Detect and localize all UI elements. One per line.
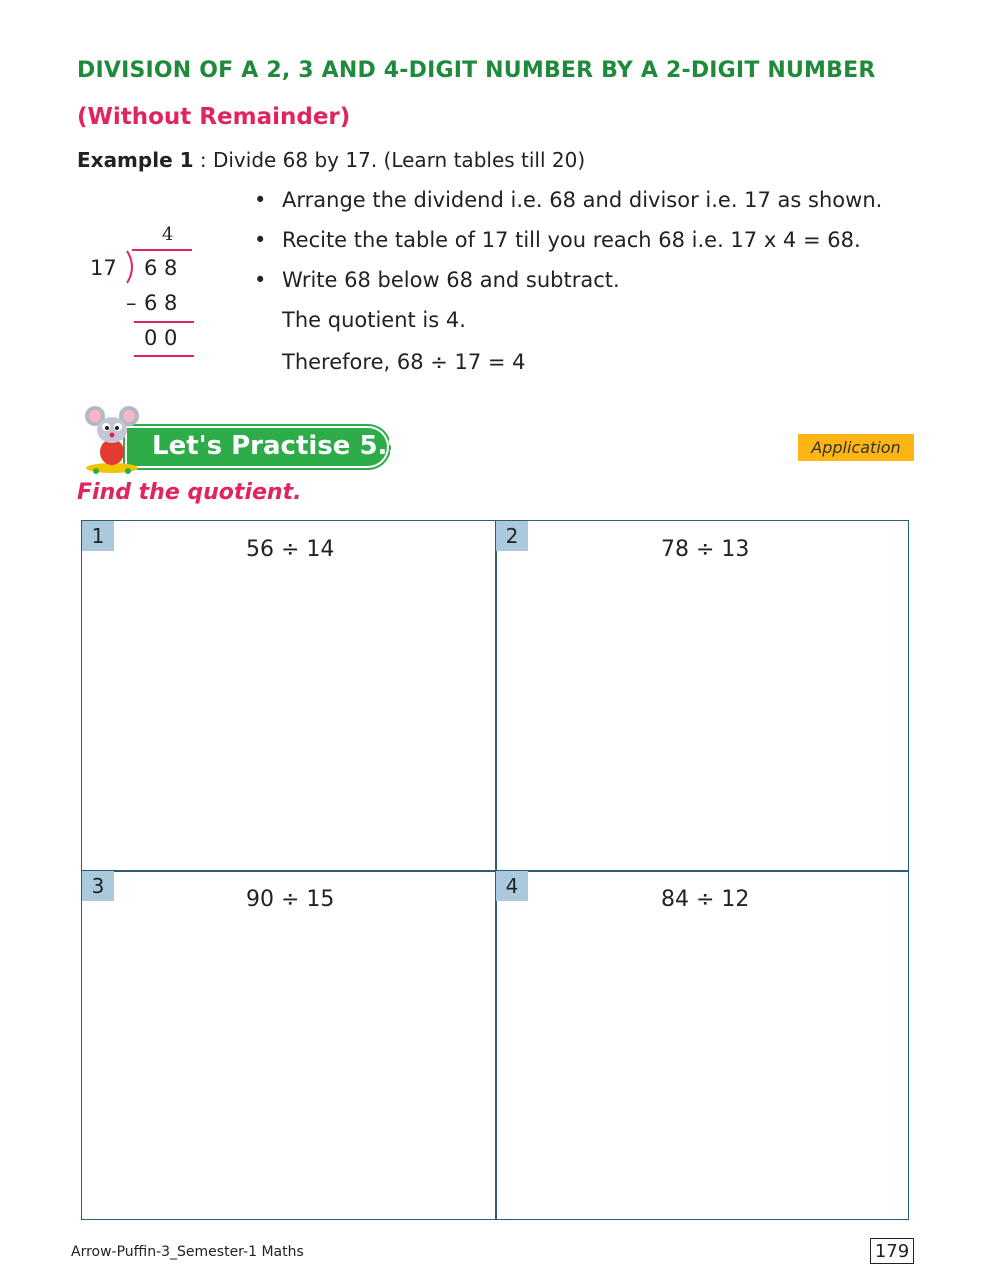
problem-question: 84 ÷ 12 bbox=[661, 887, 750, 912]
ld-remainder: 0 0 bbox=[144, 326, 178, 350]
application-badge: Application bbox=[798, 434, 914, 461]
problem-cell-1 bbox=[82, 521, 495, 870]
problem-question: 56 ÷ 14 bbox=[246, 537, 335, 562]
steps-list bbox=[254, 183, 914, 380]
step-text: Write 68 below 68 and subtract. bbox=[282, 268, 620, 292]
problem-question: 78 ÷ 13 bbox=[661, 537, 750, 562]
ld-minus: – bbox=[126, 291, 137, 315]
problem-number: 1 bbox=[82, 521, 114, 551]
ld-result-rule bbox=[134, 355, 194, 357]
page-number: 179 bbox=[870, 1238, 914, 1264]
practise-instruction: Find the quotient. bbox=[77, 480, 302, 505]
ld-subtract-rule bbox=[134, 321, 194, 323]
page-title: DIVISION OF A 2, 3 AND 4-DIGIT NUMBER BY A 2-DIGIT NUMBER bbox=[77, 58, 876, 83]
step-text: Arrange the dividend i.e. 68 and divisor i.e. 17 as shown. bbox=[282, 188, 883, 212]
ld-quotient: 4 bbox=[162, 224, 174, 245]
problem-cell-3 bbox=[82, 871, 495, 1219]
quotient-statement: The quotient is 4. bbox=[282, 308, 466, 332]
bullet: • bbox=[254, 268, 267, 292]
ld-dividend: 6 8 bbox=[144, 256, 178, 280]
bullet: • bbox=[254, 228, 267, 252]
step-item bbox=[254, 263, 914, 298]
problem-cell-2 bbox=[496, 521, 908, 870]
bullet: • bbox=[254, 188, 267, 212]
practise-title: Let's Practise 5.9 bbox=[152, 431, 406, 461]
problem-question: 90 ÷ 15 bbox=[246, 887, 335, 912]
ld-quotient-rule bbox=[132, 249, 192, 251]
therefore-statement: Therefore, 68 ÷ 17 = 4 bbox=[282, 350, 526, 374]
example-statement bbox=[77, 148, 585, 172]
footer-book-title: Arrow-Puffin-3_Semester-1 Maths bbox=[71, 1244, 304, 1260]
ld-divisor: 17 bbox=[90, 256, 117, 280]
example-text: : Divide 68 by 17. (Learn tables till 20) bbox=[193, 148, 586, 172]
example-label: Example 1 bbox=[77, 148, 194, 172]
problem-number: 4 bbox=[496, 871, 528, 901]
ld-subtrahend: 6 8 bbox=[144, 291, 178, 315]
problem-cell-4 bbox=[496, 871, 908, 1219]
step-item bbox=[254, 183, 914, 218]
exercise-grid bbox=[81, 520, 909, 1220]
problem-number: 2 bbox=[496, 521, 528, 551]
step-text: Recite the table of 17 till you reach 68 i.e. 17 x 4 = 68. bbox=[282, 228, 861, 252]
problem-number: 3 bbox=[82, 871, 114, 901]
step-item bbox=[254, 223, 914, 258]
ld-bracket bbox=[125, 250, 137, 284]
page-subtitle: (Without Remainder) bbox=[77, 104, 351, 130]
mouse-mascot-icon bbox=[82, 404, 142, 474]
